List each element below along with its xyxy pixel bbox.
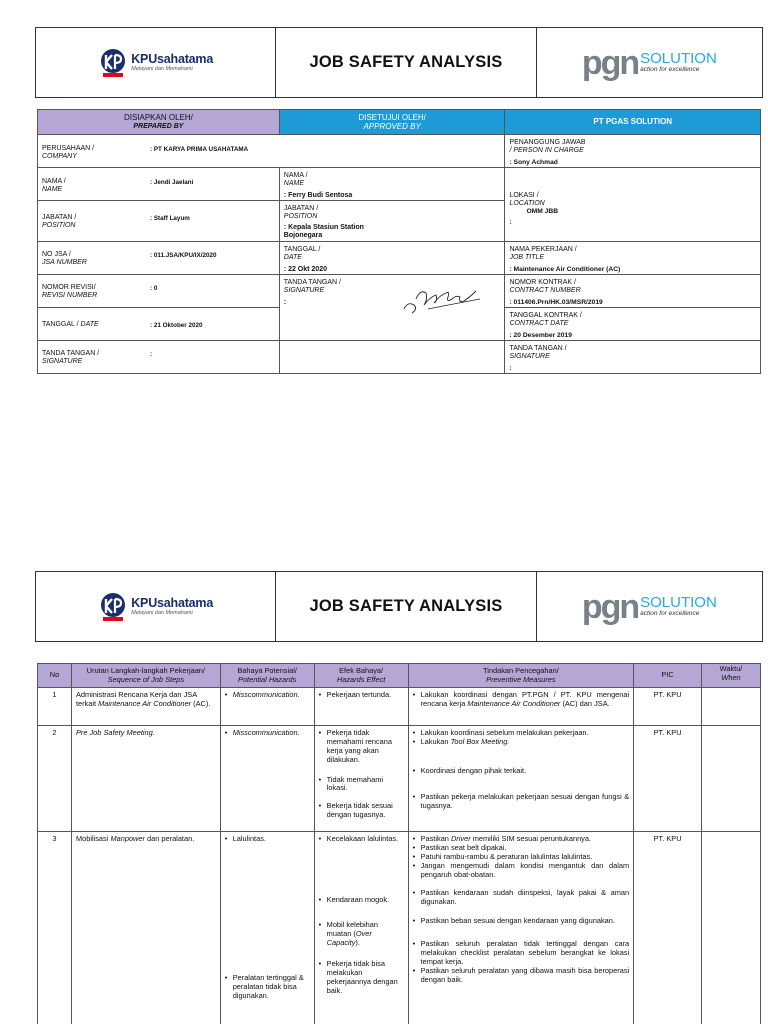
pic: PT. KPU: [634, 688, 702, 726]
jsa-number-field: NO JSA / JSA NUMBER : 011.JSA/KPU/IX/2020: [38, 241, 280, 274]
revision-number-field: NOMOR REVISI/ REVISI NUMBER : 0: [38, 274, 280, 307]
prepared-date-field: TANGGAL / DATE : 21 Oktober 2020: [38, 307, 280, 340]
col-when: Waktu/ When: [702, 664, 761, 688]
prepared-by-header: DISIAPKAN OLEH/ PREPARED BY: [38, 110, 280, 135]
pgas-signature-field: TANDA TANGAN / SIGNATURE :: [505, 340, 761, 373]
col-step: Urutan Langkah-langkah Pekerjaan/ Sequence of Job Steps: [71, 664, 220, 688]
hazard-effect: • Pekerja tidak memahami rencana kerja yang akan dilakukan. • Tidak memahami lokasi. • Bekerja tidak sesuai dengan tugasnya.: [314, 726, 408, 832]
contract-number-field: NOMOR KONTRAK / CONTRACT NUMBER : 011406.Prn/HK.03/MSR/2019: [505, 274, 761, 307]
pgn-logo-name: SOLUTION: [640, 594, 717, 612]
job-step: Pre Job Safety Meeting.: [71, 726, 220, 832]
prepared-position-field: JABATAN / POSITION : Staff Layum: [38, 201, 280, 241]
potential-hazard: • Misscommunication.: [220, 726, 314, 832]
approved-position-field: JABATAN / POSITION : Kepala Stasiun Station Bojonegara: [279, 201, 505, 241]
contract-date-field: TANGGAL KONTRAK / CONTRACT DATE : 20 Desember 2019: [505, 307, 761, 340]
job-steps-table: [37, 663, 761, 1024]
pic: PT. KPU: [634, 726, 702, 832]
info-row-signature: [38, 340, 761, 373]
approved-by-header: DISETUJUI OLEH/ APPROVED BY: [279, 110, 505, 135]
kpu-logo-icon: [98, 47, 128, 79]
hazard-effect: • Kecelakaan lalulintas. • Kendaraan mogok. • Mobil kelebihan muatan (Over Capacity). • Pekerja tidak bisa melakukan pekerjaannya dengan baik.: [314, 832, 408, 1024]
kpu-logo-tagline: Melayani dan Memahami: [131, 66, 193, 72]
approved-signature-field: TANDA TANGAN / SIGNATURE :: [279, 274, 505, 340]
potential-hazard: • Lalulintas. • Peralatan tertinggal & peralatan tidak bisa digunakan.: [220, 832, 314, 1024]
pgas-solution-header: PT PGAS SOLUTION: [505, 110, 761, 135]
prepared-signature-field: TANDA TANGAN / SIGNATURE :: [38, 340, 280, 373]
steps-header-row: [38, 664, 761, 688]
potential-hazard: • Misscommunication.: [220, 688, 314, 726]
person-in-charge-field: PENANGGUNG JAWAB / PERSON IN CHARGE : Sony Achmad: [505, 135, 761, 168]
kpu-logo-2: [98, 591, 213, 623]
when: [702, 688, 761, 726]
handwritten-signature: [398, 279, 488, 317]
preventive-measures: • Pastikan Driver memiliki SIM sesuai peruntukannya. • Pastikan seat belt dipakai. • Patuhi rambu-rambu & peraturan lalulintas lalulintas. • Jangan mengemudi dalam kondisi mengantuk dan dalam pengaruh obat-obatan. • Pastikan kendaraan sudah diinspeksi, layak pakai & aman digunakan. • Pastikan beban sesuai dengan kendaraan yang digunakan. • Pastikan seluruh peralatan tidak tertinggal dengan cara melakukan checklist peralatan sebelum berangkat ke lokasi tempat kerja. • Pastikan seluruh peralatan yang dibawa masih bisa beroperasi dengan baik.: [408, 832, 634, 1024]
col-effect: Efek Bahaya/ Hazards Effect: [314, 664, 408, 688]
pgn-solution-logo: [581, 43, 717, 82]
pgn-logo-mark: pgn: [581, 43, 639, 82]
document-title: JOB SAFETY ANALYSIS: [276, 28, 536, 97]
kpu-logo-name: KPUsahatama: [131, 595, 214, 610]
job-step: Administrasi Rencana Kerja dan JSA terkait Maintenance Air Conditioner (AC).: [71, 688, 220, 726]
kpu-logo: [98, 47, 213, 79]
company-logo-cell-2: [36, 572, 276, 641]
pgn-logo-name: SOLUTION: [640, 50, 717, 68]
approved-name-field: NAMA / NAME : Ferry Budi Sentosa: [279, 168, 505, 201]
approved-signature-empty: [279, 340, 505, 373]
company-logo-cell: [36, 28, 276, 97]
row-number: 3: [38, 832, 72, 1024]
approval-info-table: [37, 109, 761, 374]
pgn-logo-tagline: action for excellence: [640, 66, 700, 74]
table-row: [38, 726, 761, 832]
table-row: [38, 688, 761, 726]
document-header: [35, 27, 763, 98]
job-title-field: NAMA PEKERJAAN / JOB TITLE : Maintenance Air Conditioner (AC): [505, 241, 761, 274]
document-header-2: [35, 571, 763, 642]
col-preventive: Tindakan Pencegahan/ Preventive Measures: [408, 664, 634, 688]
kpu-logo-icon: [98, 591, 128, 623]
partner-logo-cell-2: [537, 572, 762, 641]
info-row-revision: [38, 274, 761, 307]
kpu-logo-tagline: Melayani dan Memahami: [131, 610, 193, 616]
kpu-logo-name: KPUsahatama: [131, 51, 214, 66]
job-step: Mobilisasi Manpower dan peralatan.: [71, 832, 220, 1024]
preventive-measures: • Lakukan koordinasi sebelum melakukan pekerjaan. • Lakukan Tool Box Meeting. • Koordinasi dengan pihak terkait. • Pastikan pekerja melakukan pekerjaan sesuai dengan fungsi & tugasnya.: [408, 726, 634, 832]
info-row-name: [38, 168, 761, 201]
table-row: [38, 832, 761, 1024]
info-row-company: [38, 135, 761, 168]
col-pic: PIC: [634, 664, 702, 688]
prepared-name-field: NAMA / NAME : Jendi Jaelani: [38, 168, 280, 201]
pic: PT. KPU: [634, 832, 702, 1024]
row-number: 1: [38, 688, 72, 726]
location-field: LOKASI / LOCATION OMM JBB :: [505, 168, 761, 242]
col-hazard: Bahaya Potensial/ Potential Hazards: [220, 664, 314, 688]
when: [702, 832, 761, 1024]
jsa-page-2: [0, 512, 768, 1024]
pgn-logo-tagline: action for excellence: [640, 610, 700, 618]
approved-date-field: TANGGAL / DATE : 22 Okt 2020: [279, 241, 505, 274]
partner-logo-cell: [537, 28, 762, 97]
col-no: No: [38, 664, 72, 688]
pgn-logo-mark: pgn: [581, 587, 639, 626]
hazard-effect: • Pekerjaan tertunda.: [314, 688, 408, 726]
document-title-2: JOB SAFETY ANALYSIS: [276, 572, 536, 641]
preventive-measures: • Lakukan koordinasi dengan PT.PGN / PT. KPU mengenai rencana kerja Maintenance Air Conditioner (AC) dan JSA.: [408, 688, 634, 726]
info-header-row: [38, 110, 761, 135]
pgn-solution-logo-2: [581, 587, 717, 626]
company-field: PERUSAHAAN / COMPANY : PT KARYA PRIMA USAHATAMA: [38, 135, 505, 168]
when: [702, 726, 761, 832]
row-number: 2: [38, 726, 72, 832]
info-row-jsa-number: [38, 241, 761, 274]
